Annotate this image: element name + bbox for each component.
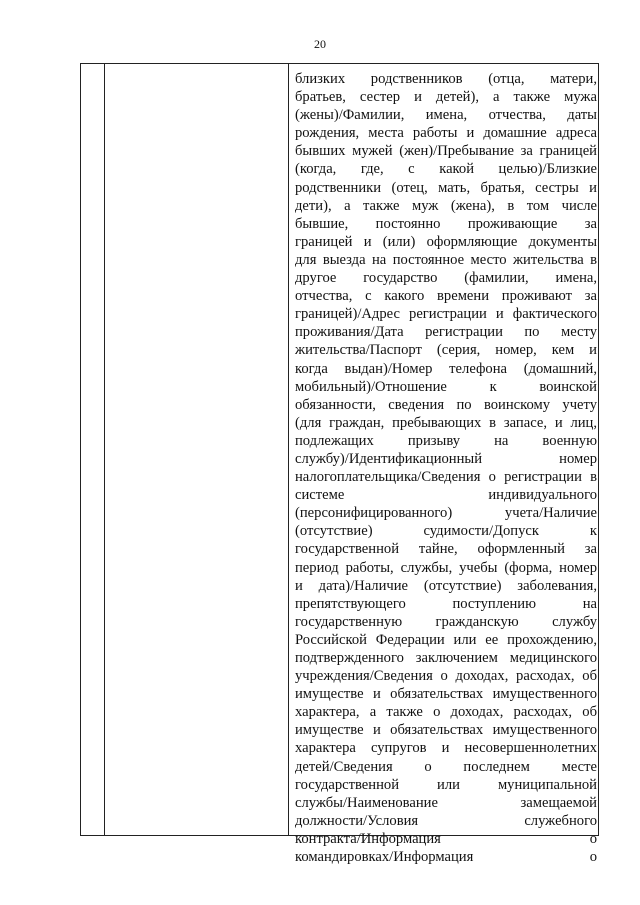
text-line: службы/Наименование замещаемой xyxy=(295,794,597,811)
text-line: когда выдан)/Номер телефона (домашний, xyxy=(295,360,597,377)
text-line: и дата)/Наличие (отсутствие) заболевания, xyxy=(295,577,597,594)
text-line: другое государство (фамилии, имена, xyxy=(295,270,597,287)
text-line: препятствующего поступлению на xyxy=(295,595,597,612)
text-line: братьев, сестер и детей), а также мужа xyxy=(295,89,597,106)
text-line: (жены)/Фамилии, имена, отчества, даты xyxy=(295,107,597,124)
text-line: (персонифицированного) учета/Наличие xyxy=(295,505,597,522)
text-line: подлежащих призыву на военную xyxy=(295,432,597,449)
text-line: должности/Условия служебного xyxy=(295,812,597,829)
page-number: 20 xyxy=(314,37,326,51)
text-line: системе индивидуального xyxy=(295,487,597,504)
text-line: (когда, где, с какой целью)/Близкие xyxy=(295,161,597,178)
table-cell-text xyxy=(295,70,597,866)
text-line: налогоплательщика/Сведения о регистрации в xyxy=(295,469,597,486)
text-line: рождения, места работы и домашние адреса xyxy=(295,125,597,142)
text-line: близких родственников (отца, матери, xyxy=(295,71,597,87)
text-line: государственной тайне, оформленный за xyxy=(295,541,597,558)
text-line: период работы, службы, учебы (форма, номер xyxy=(295,559,597,576)
text-line: контракта/Информация о xyxy=(295,830,597,847)
text-line: мобильный)/Отношение к воинской xyxy=(295,378,597,395)
text-line: детей/Сведения о последнем месте xyxy=(295,758,597,775)
text-line: командировках/Информация о xyxy=(295,849,597,866)
text-line: (для граждан, пребывающих в запасе, и лиц, xyxy=(295,414,597,431)
text-line: отчества, с какого времени проживают за xyxy=(295,288,597,305)
text-line: границей и (или) оформляющие документы xyxy=(295,233,597,250)
text-line: для выезда на постоянное место жительства в xyxy=(295,251,597,268)
text-line: бывшие, постоянно проживающие за xyxy=(295,215,597,232)
text-line: обязанности, сведения по воинскому учету xyxy=(295,396,597,413)
text-line: дети), а также муж (жена), в том числе xyxy=(295,197,597,214)
text-line: родственники (отец, мать, братья, сестры и xyxy=(295,179,597,196)
text-line: государственной или муниципальной xyxy=(295,776,597,793)
text-line: бывших мужей (жен)/Пребывание за границей xyxy=(295,143,597,160)
data-table xyxy=(80,63,599,866)
text-line: государственную гражданскую службу xyxy=(295,613,597,630)
text-line: жительства/Паспорт (серия, номер, кем и xyxy=(295,342,597,359)
text-line: (отсутствие) судимости/Допуск к xyxy=(295,523,597,540)
text-line: границей)/Адрес регистрации и фактического xyxy=(295,306,597,323)
column-divider-2 xyxy=(288,64,289,835)
text-line: характера супругов и несовершеннолетних xyxy=(295,740,597,757)
text-line: характера, а также о доходах, расходах, об xyxy=(295,704,597,721)
text-line: имуществе и обязательствах имущественного xyxy=(295,722,597,739)
text-line: Российской Федерации или ее прохождению, xyxy=(295,631,597,648)
text-line: подтвержденного заключением медицинского xyxy=(295,650,597,666)
column-divider-1 xyxy=(104,64,105,835)
text-line: проживания/Дата регистрации по месту xyxy=(295,324,597,341)
text-line: учреждения/Сведения о доходах, расходах, об xyxy=(295,668,597,685)
text-line: имуществе и обязательствах имущественного xyxy=(295,686,597,703)
text-line: службу)/Идентификационный номер xyxy=(295,450,597,467)
